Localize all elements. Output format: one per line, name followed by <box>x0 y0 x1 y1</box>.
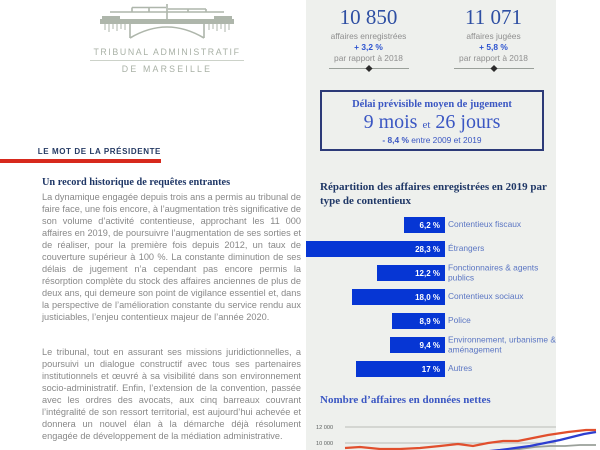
bar-category-label: Étrangers <box>448 243 485 254</box>
bar <box>390 337 445 353</box>
diamond-icon <box>365 65 372 72</box>
bar <box>306 241 445 257</box>
bar-value-label: 8,9 % <box>419 316 440 326</box>
bar-category-label: Fonctionnaires & agents publics <box>448 262 539 282</box>
bar-category-label: Autres <box>448 363 473 374</box>
ytick-12000: 12 000 <box>316 425 334 431</box>
stat-compare: par rapport à 2018 <box>459 53 528 63</box>
stat-label: affaires enregistrées <box>330 31 407 41</box>
stat-judged <box>431 5 556 74</box>
bar-row <box>306 237 556 261</box>
stat-registered <box>306 5 431 74</box>
logo-divider <box>90 60 244 61</box>
bar-category-label: Contentieux sociaux <box>448 291 524 302</box>
bar-category-label: Police <box>448 315 471 326</box>
section-kicker: LE MOT DE LA PRÉSIDENTE <box>37 147 161 156</box>
diamond-icon <box>490 65 497 72</box>
diamond-divider <box>329 68 409 74</box>
bar-row <box>306 213 556 237</box>
bar-row <box>306 333 556 357</box>
line-chart <box>306 416 600 450</box>
bar <box>377 265 445 281</box>
delay-delta <box>322 135 542 145</box>
delay-delta-range: entre 2009 et 2019 <box>411 135 482 145</box>
bar-row <box>306 309 556 333</box>
bar-row <box>306 285 556 309</box>
delay-delta-value: - 8,4 % <box>382 135 409 145</box>
ytick-10000: 10 000 <box>316 441 334 447</box>
stat-value: 10 850 <box>339 5 398 29</box>
bar <box>356 361 445 377</box>
bridge-logo-icon <box>92 4 242 40</box>
stat-value: 11 071 <box>465 5 522 29</box>
bar-chart <box>306 213 556 381</box>
article-headline: Un record historique de requêtes entrantes <box>42 177 231 188</box>
delay-title: Délai prévisible moyen de jugement <box>352 99 512 110</box>
delay-value <box>322 111 542 134</box>
logo-line1: TRIBUNAL ADMINISTRATIF <box>93 47 241 57</box>
article-paragraph-2: Le tribunal, tout en assurant ses missions juridictionnelles, a poursuivi un dialogue constructif avec tous ses partenaires institutionnels et œuvré à sa visibilité dans son environnement socio-administratif. Enfin, l’extension de la convention, passée avec les ordres des avocats, aux cinq barreaux couvrant l’intégralité de son ressort territorial, est aujourd’hui achevée et donnera un nouvel élan à la démarche déjà résolument engagée de développement de la médiation administrative. <box>42 347 301 441</box>
bar <box>404 217 445 233</box>
bar <box>352 289 445 305</box>
bar-category-label: Environnement, urbanisme & aménagement <box>448 334 556 354</box>
bar-value-label: 12,2 % <box>415 268 440 278</box>
stat-delta: + 3,2 % <box>354 42 383 52</box>
bar-row <box>306 261 556 285</box>
stat-label: affaires jugées <box>466 31 521 41</box>
red-underline <box>0 159 161 163</box>
bar-value-label: 9,4 % <box>419 340 440 350</box>
bar-value-label: 17 % <box>421 364 440 374</box>
diamond-divider <box>454 68 534 74</box>
article-paragraph-1: La dynamique engagée depuis trois ans a permis au tribunal de faire face, une fois encore, à l’augmentation très significative de son volume d’activité contentieuse, approchant les 11 000 affaires en 2019, de poursuivre l’augmentation de ses sorties et de réaliser, pour la première fois depuis 2012, un taux de couverture supérieur à 100 %. La constante diminution de ses délais de jugement n’a cependant pas encore permis la résorption complète du stock des affaires anciennes de plus de deux ans, qui demeure son point de vigilance essentiel et, dans la perspective de l’amélioration constante du service rendu aux justiciables, l’enjeu contentieux majeur de l’année 2020. <box>42 192 301 322</box>
logo <box>84 4 250 74</box>
bar-chart-title: Répartition des affaires enregistrées en 2019 par type de contentieux <box>320 181 547 208</box>
stat-delta: + 5,8 % <box>479 42 508 52</box>
delay-et: et <box>422 119 431 131</box>
delay-months: 9 mois <box>363 111 418 133</box>
judgment-delay-box <box>320 90 544 151</box>
bar <box>392 313 445 329</box>
bar-value-label: 6,2 % <box>419 220 440 230</box>
logo-line2: DE MARSEILLE <box>121 64 213 74</box>
bar-row <box>306 357 556 381</box>
stat-compare: par rapport à 2018 <box>334 53 403 63</box>
key-figures <box>306 5 556 74</box>
bar-category-label: Contentieux fiscaux <box>448 219 522 230</box>
delay-days: 26 jours <box>435 111 501 133</box>
line-chart-title: Nombre d’affaires en données nettes <box>320 394 491 406</box>
bar-value-label: 18,0 % <box>415 292 440 302</box>
bar-value-label: 28,3 % <box>415 244 440 254</box>
